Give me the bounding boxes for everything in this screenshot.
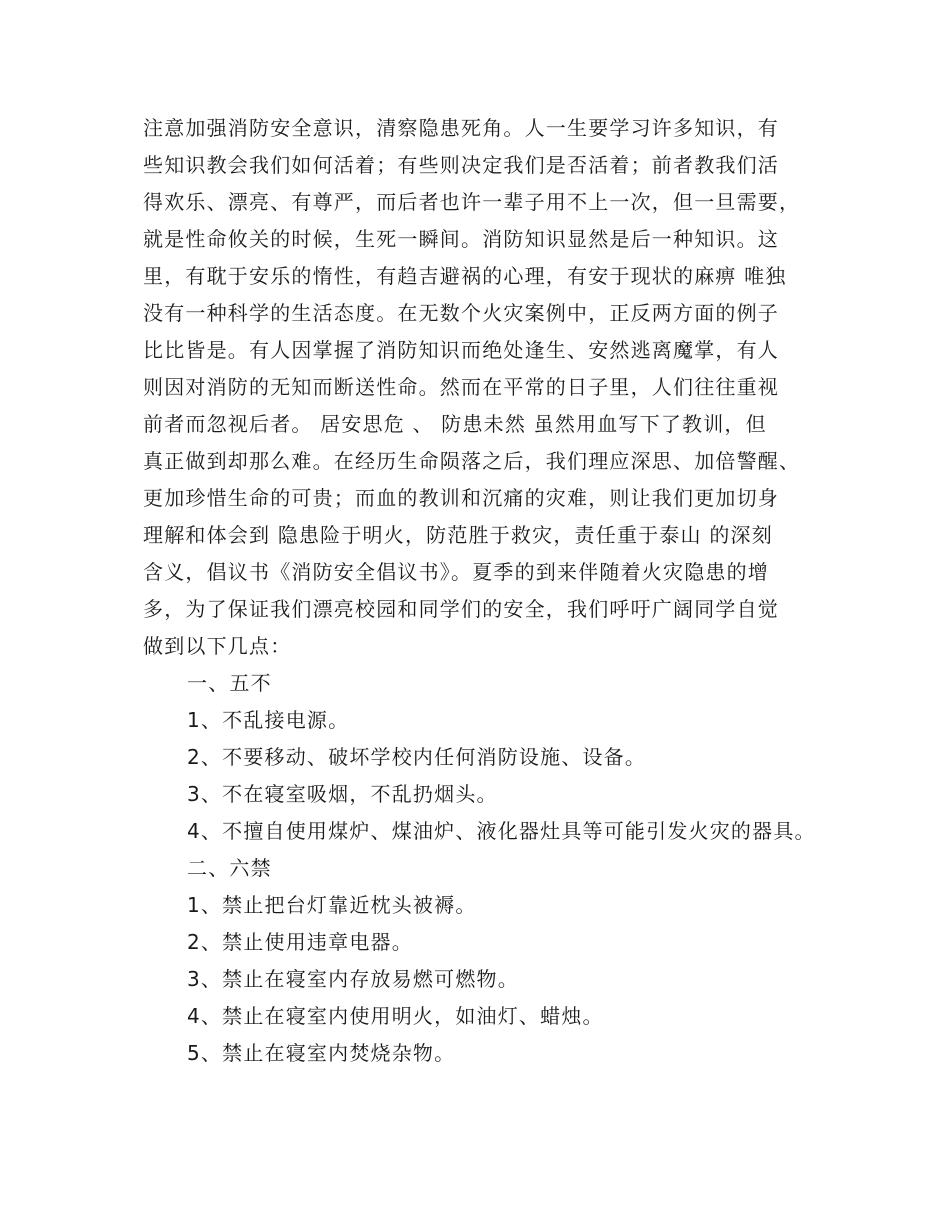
paragraph-line: 做到以下几点： [143,634,292,658]
list-item: 2、不要移动、破坏学校内任何消防设施、设备。 [187,745,647,769]
list-item: 4、不擅自使用煤炉、煤油炉、液化器灶具等可能引发火灾的器具。 [187,819,816,843]
paragraph-line: 注意加强消防安全意识，清察隐患死角。人一生要学习许多知识，有 [143,116,779,140]
list-item: 3、不在寝室吸烟，不乱扔烟头。 [187,782,498,806]
paragraph-line: 更加珍惜生命的可贵；而血的教训和沉痛的灾难，则让我们更加切身 [143,486,779,510]
list-item: 1、不乱接电源。 [187,708,350,732]
list-item: 4、禁止在寝室内使用明火，如油灯、蜡烛。 [187,1004,604,1028]
list-item: 5、禁止在寝室内焚烧杂物。 [187,1041,456,1065]
list-item: 1、禁止把台灯靠近枕头被褥。 [187,893,477,917]
paragraph-line: 就是性命攸关的时候，生死一瞬间。消防知识显然是后一种知识。这 [143,227,779,251]
paragraph-line: 前者而忽视后者。 居安思危 、 防患未然 虽然用血写下了教训，但 [143,412,767,436]
list-item: 3、禁止在寝室内存放易燃可燃物。 [187,967,519,991]
paragraph-line: 则因对消防的无知而断送性命。然而在平常的日子里，人们往往重视 [143,375,779,399]
paragraph-line: 里，有耽于安乐的惰性，有趋吉避祸的心理，有安于现状的麻痹 唯独 [143,264,787,288]
list-item: 2、禁止使用违章电器。 [187,930,413,954]
paragraph-line: 没有一种科学的生活态度。在无数个火灾案例中，正反两方面的例子 [143,301,779,325]
paragraph-line: 比比皆是。有人因掌握了消防知识而绝处逢生、安然逃离魔掌，有人 [143,338,779,362]
paragraph-line: 真正做到却那么难。在经历生命陨落之后，我们理应深思、加倍警醒、 [143,449,801,473]
paragraph-line: 些知识教会我们如何活着；有些则决定我们是否活着；前者教我们活 [143,153,779,177]
paragraph-line: 多，为了保证我们漂亮校园和同学们的安全，我们呼吁广阔同学自觉 [143,597,779,621]
section-heading-wubu: 一、五不 [187,671,272,695]
paragraph-line: 理解和体会到 隐患险于明火，防范胜于救灾，责任重于泰山 的深刻 [143,523,773,547]
paragraph-line: 得欢乐、漂亮、有尊严，而后者也许一辈子用不上一次，但一旦需要， [143,190,801,214]
section-heading-liujin: 二、六禁 [187,856,272,880]
paragraph-line: 含义，倡议书《消防安全倡议书》。夏季的到来伴随着火灾隐患的增 [143,560,769,584]
